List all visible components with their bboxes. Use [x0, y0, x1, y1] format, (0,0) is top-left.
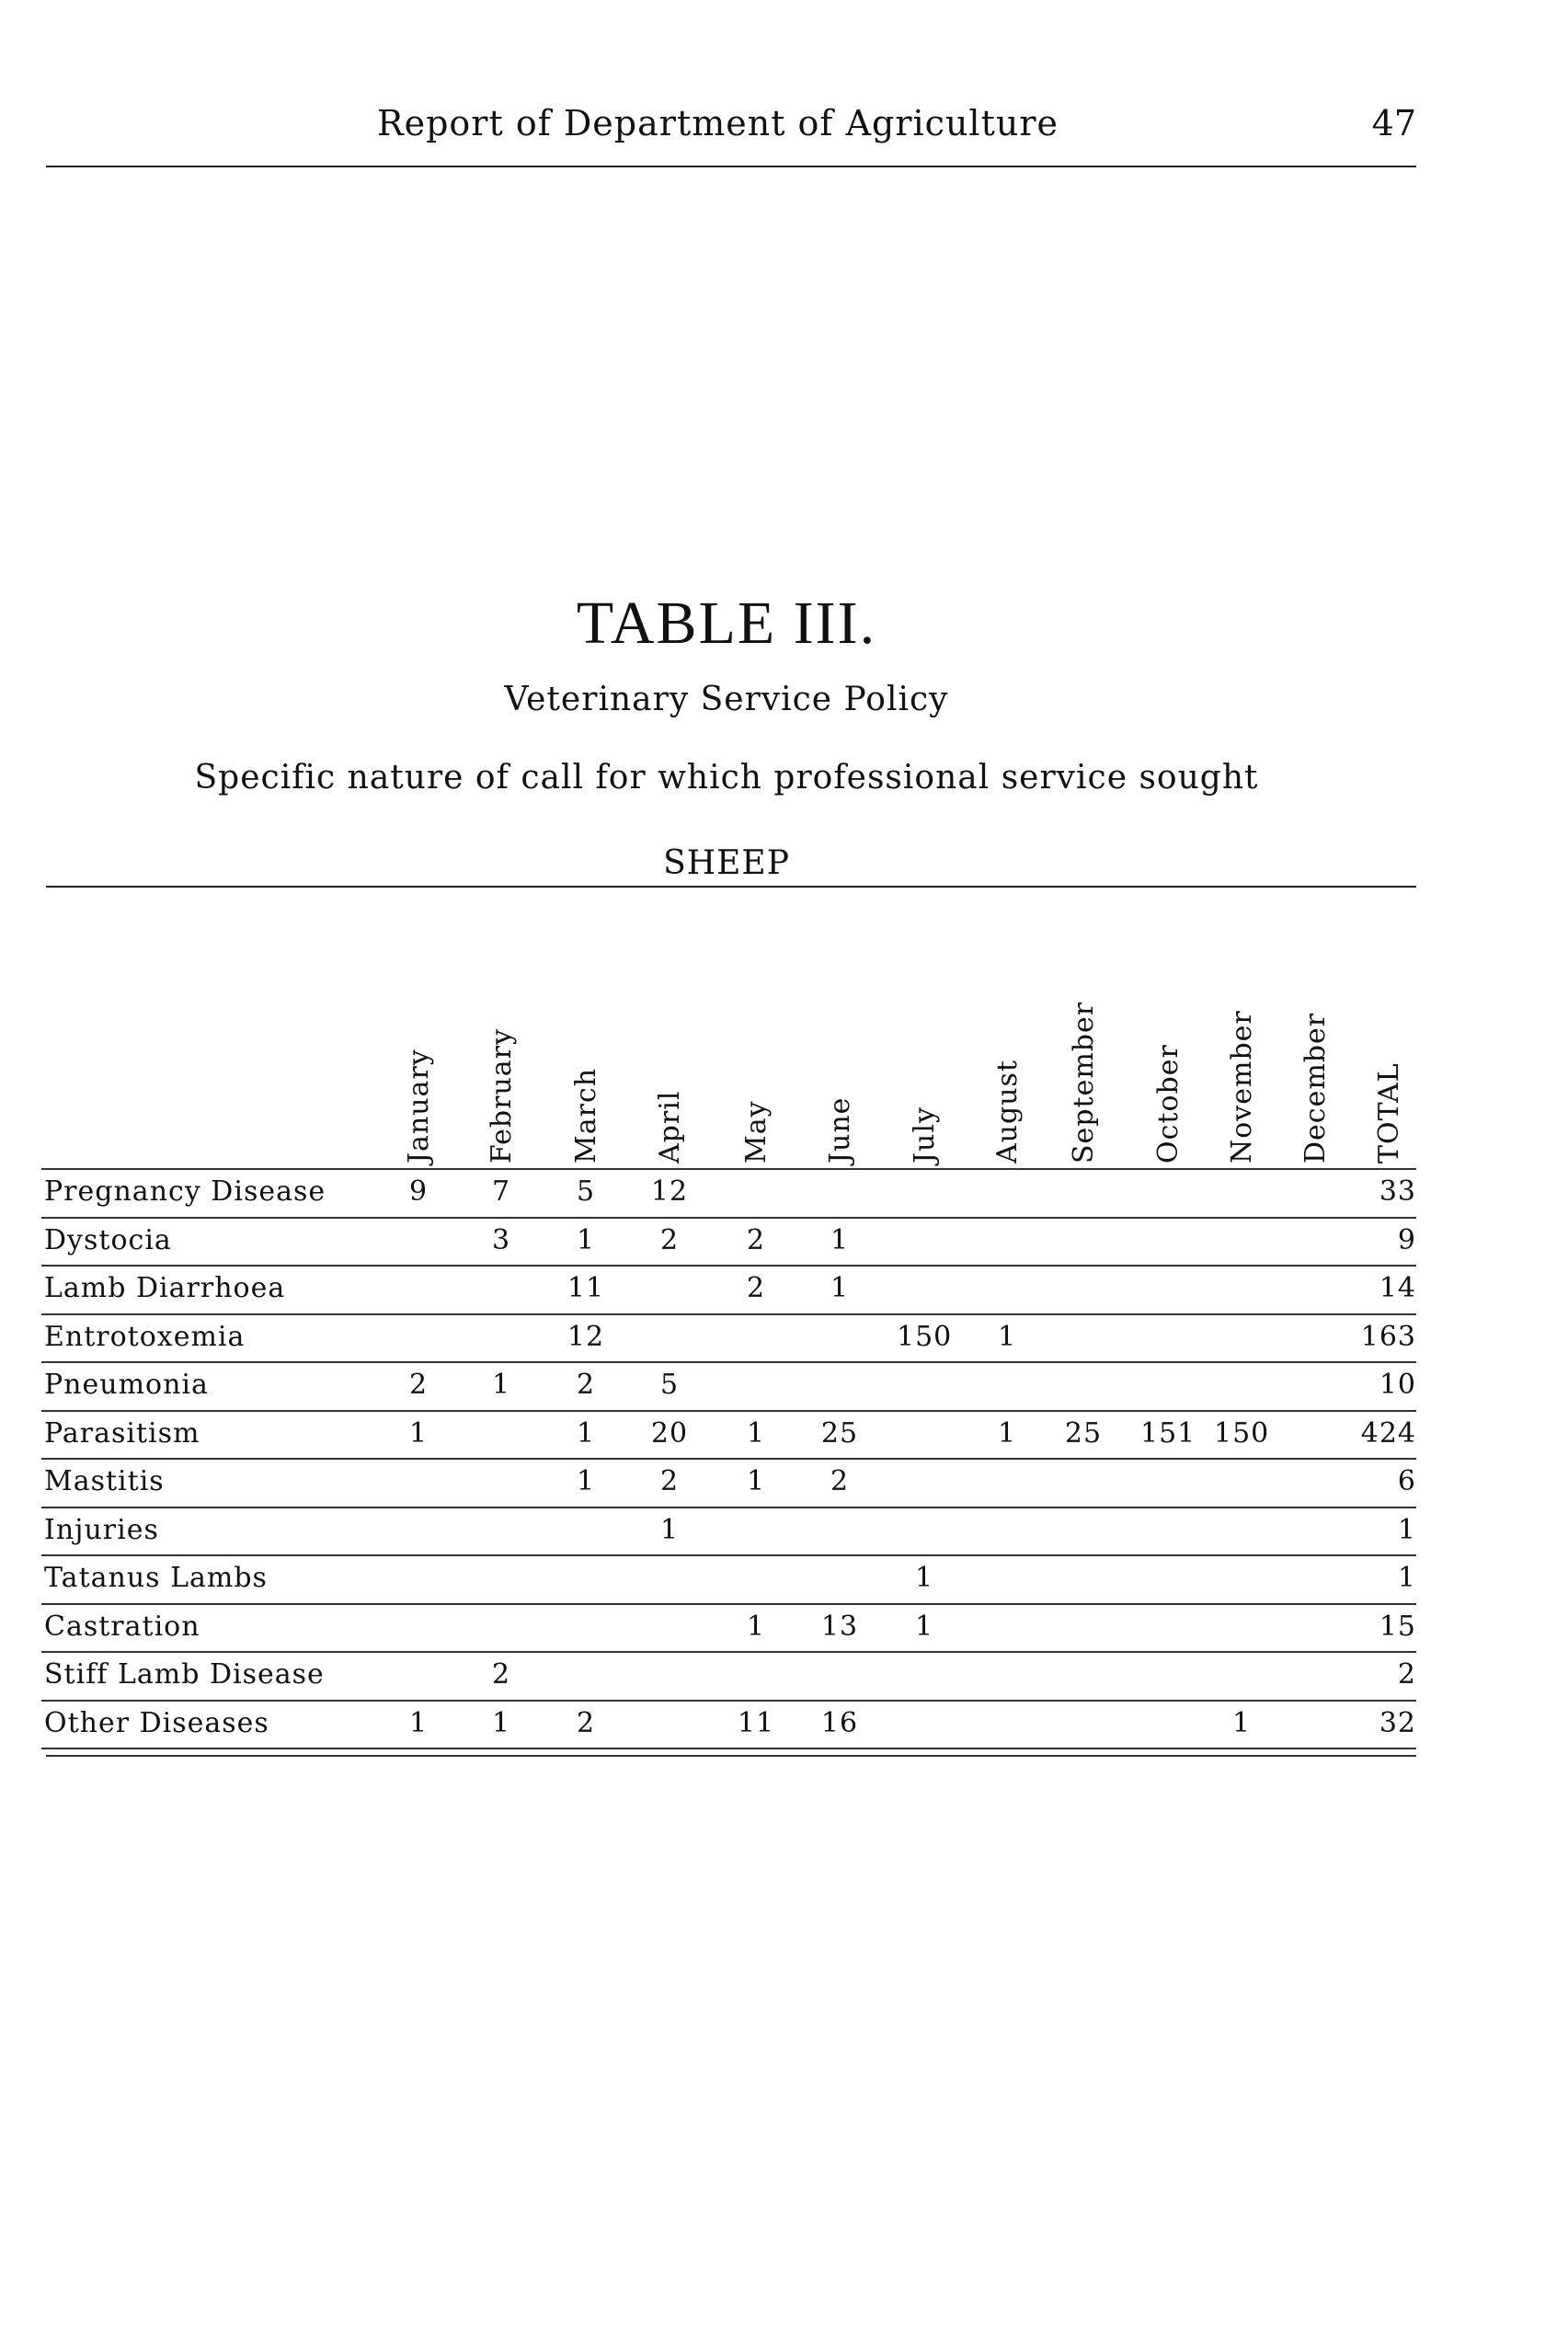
- table-cell: 1: [408, 1416, 429, 1450]
- table-cell: 13: [820, 1610, 859, 1643]
- table-cell: 2: [659, 1223, 680, 1256]
- column-header-august: August: [991, 1060, 1024, 1164]
- row-label: Dystocia: [44, 1223, 172, 1256]
- table-cell: 1: [830, 1272, 850, 1304]
- table-cell: 1: [914, 1610, 934, 1643]
- table-cell: 2: [491, 1658, 511, 1691]
- row-total-cell: 33: [1379, 1175, 1416, 1208]
- row-line: [41, 1554, 1416, 1556]
- table-cell: 150: [1214, 1416, 1270, 1450]
- row-total-cell: 14: [1379, 1272, 1416, 1304]
- row-label: Other Diseases: [44, 1706, 269, 1739]
- row-line: [41, 1700, 1416, 1702]
- table-cell: 9: [408, 1175, 429, 1208]
- table-cell: 11: [737, 1706, 775, 1739]
- column-header-february: February: [486, 1028, 518, 1164]
- table-cell: 5: [659, 1369, 680, 1401]
- table-cell: 1: [576, 1223, 596, 1256]
- table-cell: 150: [897, 1320, 953, 1353]
- row-label: Stiff Lamb Disease: [44, 1658, 325, 1691]
- row-line: [41, 1651, 1416, 1653]
- row-label: Pneumonia: [44, 1369, 209, 1401]
- row-line: [41, 1361, 1416, 1363]
- table-cell: 2: [576, 1369, 596, 1401]
- table-cell: 151: [1140, 1416, 1196, 1450]
- table-cell: 1: [1231, 1706, 1252, 1739]
- table-cell: 1: [914, 1562, 934, 1594]
- table-cell: 20: [650, 1416, 689, 1450]
- table-cell: 16: [820, 1706, 859, 1739]
- table-cell: 1: [746, 1610, 766, 1643]
- header-row-line: [41, 1168, 1416, 1170]
- table-cell: 7: [491, 1175, 511, 1208]
- bottom-rule: [46, 1755, 1416, 1757]
- page-number: 47: [1371, 103, 1416, 143]
- row-label: Injuries: [44, 1513, 159, 1546]
- row-line: [41, 1265, 1416, 1267]
- table-cell: 2: [576, 1706, 596, 1739]
- table-cell: 3: [491, 1223, 511, 1256]
- table-cell: 1: [830, 1223, 850, 1256]
- table-cell: 1: [491, 1369, 511, 1401]
- table-cell: 1: [997, 1416, 1017, 1450]
- header-rule: [46, 166, 1416, 167]
- column-header-november: November: [1226, 1010, 1258, 1164]
- row-total-cell: 163: [1360, 1320, 1416, 1353]
- column-header-september: September: [1068, 1001, 1100, 1164]
- column-header-june: June: [824, 1096, 856, 1164]
- row-total-cell: 9: [1397, 1223, 1416, 1256]
- row-line: [41, 1603, 1416, 1605]
- row-label: Lamb Diarrhoea: [44, 1272, 286, 1304]
- row-line: [41, 1313, 1416, 1315]
- column-header-january: January: [403, 1049, 435, 1164]
- table-cell: 2: [746, 1272, 766, 1304]
- table-cell: 2: [408, 1369, 429, 1401]
- row-label: Tatanus Lambs: [44, 1562, 268, 1594]
- table-cell: 1: [576, 1465, 596, 1497]
- column-header-march: March: [570, 1067, 602, 1164]
- row-total-cell: 2: [1397, 1658, 1416, 1691]
- row-total-cell: 6: [1397, 1465, 1416, 1497]
- row-total-cell: 1: [1397, 1562, 1416, 1594]
- table-cell: 2: [830, 1465, 850, 1497]
- row-line: [41, 1507, 1416, 1508]
- row-line: [41, 1410, 1416, 1412]
- row-label: Mastitis: [44, 1465, 165, 1497]
- table-cell: 1: [491, 1706, 511, 1739]
- table-cell: 2: [746, 1223, 766, 1256]
- row-label: Entrotoxemia: [44, 1320, 246, 1353]
- row-total-cell: 1: [1397, 1513, 1416, 1546]
- column-header-april: April: [654, 1090, 686, 1164]
- column-header-total: TOTAL: [1373, 1062, 1405, 1164]
- table-subtitle: Veterinary Service Policy: [504, 681, 949, 718]
- table-cell: 1: [659, 1513, 680, 1546]
- row-label: Parasitism: [44, 1416, 200, 1450]
- animal-heading: SHEEP: [663, 844, 790, 882]
- table-cell: 1: [408, 1706, 429, 1739]
- table-cell: 1: [746, 1465, 766, 1497]
- running-title: Report of Department of Agriculture: [377, 103, 1059, 143]
- table-cell: 11: [567, 1272, 605, 1304]
- table-cell: 2: [659, 1465, 680, 1497]
- row-line: [41, 1748, 1416, 1749]
- column-header-may: May: [740, 1100, 773, 1164]
- row-total-cell: 10: [1379, 1369, 1416, 1401]
- row-total-cell: 32: [1379, 1706, 1416, 1739]
- row-label: Castration: [44, 1610, 200, 1643]
- running-head: [46, 103, 1416, 158]
- table-cell: 5: [576, 1175, 596, 1208]
- table-cell: 12: [567, 1320, 605, 1353]
- row-label: Pregnancy Disease: [44, 1175, 326, 1208]
- row-total-cell: 424: [1360, 1416, 1416, 1450]
- table-cell: 1: [576, 1416, 596, 1450]
- table-cell: 1: [746, 1416, 766, 1450]
- column-header-december: December: [1299, 1012, 1332, 1164]
- row-line: [41, 1217, 1416, 1219]
- table-cell: 25: [820, 1416, 859, 1450]
- table-cell: 12: [650, 1175, 689, 1208]
- table-cell: 25: [1064, 1416, 1103, 1450]
- table-description: Specific nature of call for which professional service sought: [194, 759, 1259, 797]
- table-cell: 1: [997, 1320, 1017, 1353]
- row-total-cell: 15: [1379, 1610, 1416, 1643]
- title-rule: [46, 886, 1416, 888]
- column-header-october: October: [1152, 1044, 1185, 1164]
- row-line: [41, 1458, 1416, 1460]
- column-header-july: July: [909, 1106, 941, 1164]
- table-title: TABLE III.: [576, 590, 877, 657]
